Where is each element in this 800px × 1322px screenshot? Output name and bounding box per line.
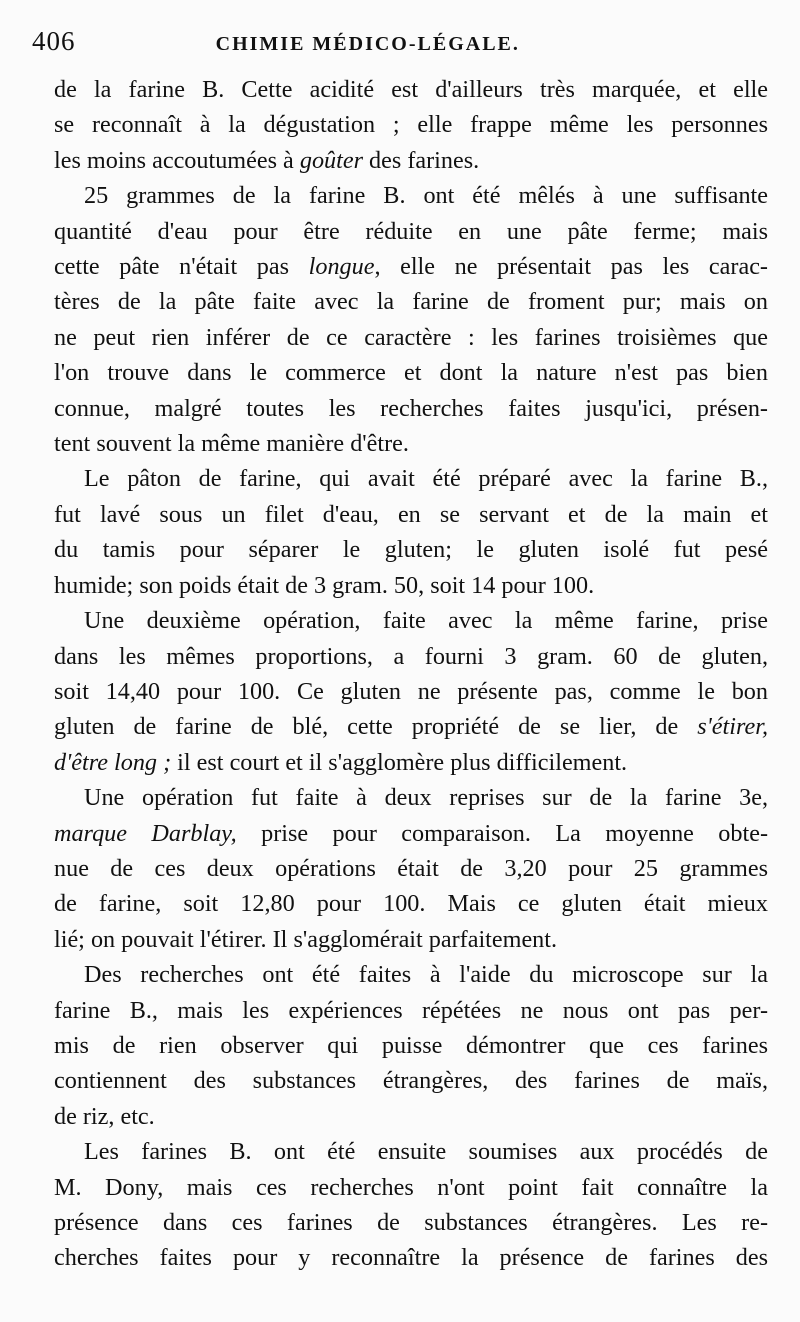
italic-word: s'étirer, [697,713,768,741]
text-line: contiennent des substances étrangères, des farines de maïs, [54,1067,768,1095]
italic-word: longue [308,253,375,281]
italic-word: goûter [299,146,363,174]
paragraph-2 [54,178,768,461]
text-line: dans les mêmes proportions, a fourni 3 gram. 60 de gluten, [54,642,768,670]
text-line [54,143,768,178]
text-line: Des recherches ont été faites à l'aide du microscope sur la [84,961,768,989]
italic-word: d'être long ; [54,748,172,776]
text-line: de riz, etc. [54,1102,155,1130]
text-line: Une opération fut faite à deux reprises sur de la farine 3e, [84,784,768,812]
text-line: lié; on pouvait l'étirer. Il s'agglomérait parfaitement. [54,925,558,953]
paragraph-5 [54,780,768,957]
page-number: 406 [32,26,76,56]
text-line: présence dans ces farines de substances étrangères. Les re- [54,1209,768,1236]
text-line: Une deuxième opération, faite avec la même farine, prise [84,607,768,635]
paragraph-7 [54,1134,768,1276]
text-fragment: cette pâte n'était pas [54,253,309,281]
text-line [54,249,768,284]
text-line: quantité d'eau pour être réduite en une pâte ferme; mais [54,217,768,245]
text-line: humide; son poids était de 3 gram. 50, soit 14 pour 100. [54,571,595,599]
text-line: l'on trouve dans le commerce et dont la nature n'est pas bien [54,359,768,387]
text-line: se reconnaît à la dégustation ; elle frappe même les personnes [54,111,768,139]
paragraph-4 [54,603,768,780]
text-line: cherches faites pour y reconnaître la présence de farines des [54,1244,768,1272]
text-line: Les farines B. ont été ensuite soumises aux procédés de [84,1138,768,1166]
text-line: M. Dony, mais ces recherches n'ont point fait connaître la [54,1173,768,1201]
text-line: connue, malgré toutes les recherches faites jusqu'ici, présen- [54,394,768,422]
text-line: soit 14,40 pour 100. Ce gluten ne présente pas, comme le bon [54,677,768,705]
text-line: mis de rien observer qui puisse démontrer que ces farines [54,1031,768,1059]
running-head [32,26,746,72]
text-line: 25 grammes de la farine B. ont été mêlés à une suffisante [84,182,768,210]
text-line: nue de ces deux opérations était de 3,20 pour 25 grammes [54,854,768,882]
text-fragment: des farines. [363,146,480,174]
text-fragment: , elle ne présentait pas les carac- [374,253,768,281]
text-fragment: gluten de farine de blé, cette propriété de se lier, de [54,713,698,741]
running-title: CHIMIE MÉDICO-LÉGALE. [215,33,520,55]
paragraph-6 [54,957,768,1134]
text-line [54,816,768,851]
text-line: tent souvent la même manière d'être. [54,430,409,458]
text-line: ne peut rien inférer de ce caractère : les farines troisièmes que [54,323,768,351]
paragraph-1 [54,72,768,178]
text-line: tères de la pâte faite avec la farine de froment pur; mais on [54,288,768,316]
text-line: farine B., mais les expériences répétées ne nous ont pas per- [54,996,768,1024]
text-line: du tamis pour séparer le gluten; le gluten isolé fut pesé [54,536,768,564]
text-fragment: il est court et il s'agglomère plus difficilement. [171,748,628,776]
italic-word: marque Darblay, [54,819,237,847]
text-line: fut lavé sous un filet d'eau, en se servant et de la main et [54,500,768,528]
text-line: de farine, soit 12,80 pour 100. Mais ce gluten était mieux [54,890,768,918]
text-fragment: les moins accoutumées à [54,146,300,174]
body-text [54,72,768,1276]
text-line [54,709,768,744]
text-fragment: prise pour comparaison. La moyenne obte- [236,819,768,847]
text-line [54,745,768,780]
text-line: de la farine B. Cette acidité est d'ailleurs très marquée, et elle [54,76,768,103]
text-line: Le pâton de farine, qui avait été préparé avec la farine B., [84,465,768,493]
paragraph-3 [54,461,768,603]
